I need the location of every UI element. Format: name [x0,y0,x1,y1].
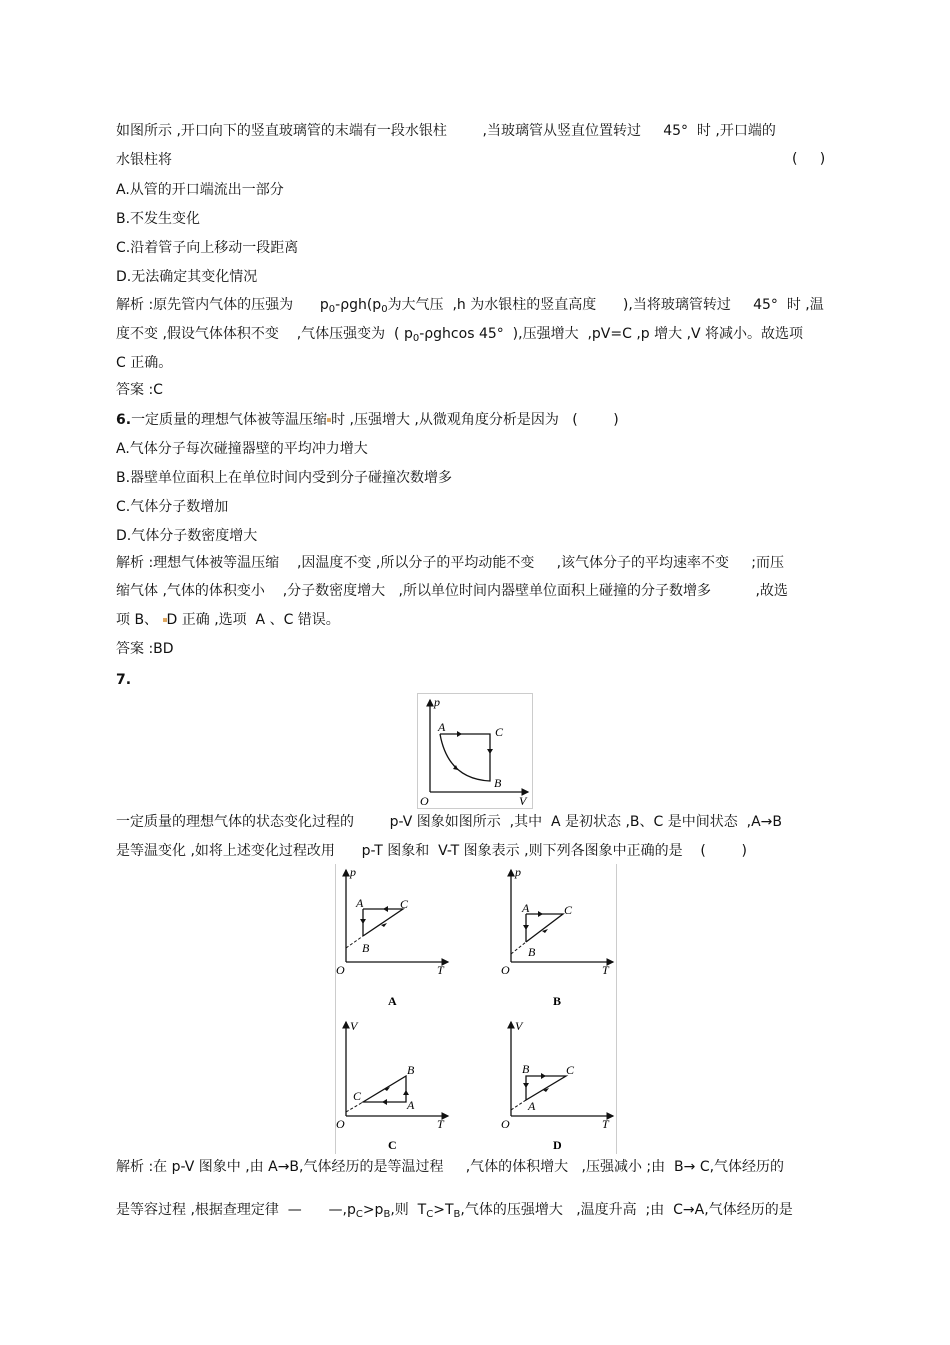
option-c-point-a: A [407,1098,415,1112]
option-c-label: C [388,1138,397,1152]
q6-option-b: B.器壁单位面积上在单位时间内受到分子碰撞次数增多 [116,470,453,486]
pv-graph [417,693,533,809]
option-c-y-label: V [350,1019,358,1033]
q5-stem-line1: 如图所示 ,开口向下的竖直玻璃管的末端有一段水银柱 ,当玻璃管从竖直位置转过 45° 时 ,开口端的 [116,123,776,139]
option-c-point-c: C [353,1089,362,1103]
pv-x-label: V [519,794,527,808]
q7-analysis-line1: 解析 :在 p-V 图象中 ,由 A→B,气体经历的是等温过程 ,气体的体积增大 ,压强减小 ;由 B→ C,气体经历的 [116,1159,785,1175]
q6-answer: 答案 :BD [116,641,174,657]
q6-option-d: D.气体分子数密度增大 [116,528,258,544]
option-b-y-label: p [515,865,521,879]
option-b-x-label: T [602,963,609,977]
option-graphs [335,864,617,1154]
q5-analysis-line1: 解析 :原先管内气体的压强为 $p_0-\rho gh(p_0$为大气压 ,h 为水银柱的竖直高度 ),当将玻璃管转过 45° 时 ,温 [116,297,824,315]
option-d-point-a: A [528,1099,536,1113]
option-b-graph [501,865,613,1008]
q6-analysis-line3: 项 B、 D 正确 ,选项 A 、C 错误。 [116,612,340,628]
q6-option-c: C.气体分子数增加 [116,499,229,515]
option-b-point-b: B [528,945,536,959]
option-a-origin: O [336,963,345,977]
option-c-point-b: B [407,1063,415,1077]
pv-point-a: A [438,720,446,734]
q7-number: 7. [116,672,132,688]
option-d-x-label: T [602,1117,609,1131]
q5-option-c: C.沿着管子向上移动一段距离 [116,240,299,256]
q5-analysis-line3: C 正确。 [116,355,173,371]
q7-analysis-line2: 是等容过程 ,根据查理定律 — $—,p_C>p_B$,则 $T_C>T_B$,气体的压强增大 ,温度升高 ;由 C→A,气体经历的是 [116,1202,793,1220]
option-a-point-c: C [400,897,409,911]
pv-point-b: B [494,776,502,790]
pv-y-label: p [434,695,440,709]
q5-option-d: D.无法确定其变化情况 [116,269,258,285]
pv-origin-label: O [420,794,429,808]
q6-analysis-line1: 解析 :理想气体被等温压缩 ,因温度不变 ,所以分子的平均动能不变 ,该气体分子的平均速率不变 ;而压 [116,555,784,571]
option-d-origin: O [501,1117,510,1131]
q6-option-a: A.气体分子每次碰撞器壁的平均冲力增大 [116,441,368,457]
q5-answer-paren: ( ) [792,151,826,167]
q6-stem: 6.一定质量的理想气体被等温压缩 时 ,压强增大 ,从微观角度分析是因为 ( ) [116,412,619,428]
option-d-graph [501,1019,613,1152]
q5-analysis-line2: 度不变 ,假设气体体积不变 ,气体压强变为 ( $p_0$-ρghcos 45° ),压强增大 ,pV=C ,p 增大 ,V 将减小。故选项 [116,326,804,344]
option-d-label: D [553,1138,562,1152]
option-d-point-c: C [566,1063,575,1077]
q5-option-a: A.从管的开口端流出一部分 [116,182,284,198]
option-a-label: A [388,994,397,1008]
option-a-graph [336,865,448,1008]
q5-stem-line2: 水银柱将 [116,152,172,168]
q7-stem-line2: 是等温变化 ,如将上述变化过程改用 p-T 图象和 V-T 图象表示 ,则下列各图象中正确的是 ( ) [116,843,747,859]
option-b-label: B [553,994,562,1008]
option-a-y-label: p [350,865,356,879]
pv-point-c: C [495,725,504,739]
option-a-point-a: A [356,896,364,910]
option-c-origin: O [336,1117,345,1131]
q7-stem-line1: 一定质量的理想气体的状态变化过程的 p-V 图象如图所示 ,其中 A 是初状态 ,B、C 是中间状态 ,A→B [116,814,783,830]
option-b-origin: O [501,963,510,977]
q5-option-b: B.不发生变化 [116,211,201,227]
option-b-point-a: A [522,901,530,915]
option-c-x-label: T [437,1117,444,1131]
option-c-graph [336,1019,448,1152]
option-b-point-c: C [564,903,573,917]
option-d-y-label: V [515,1019,523,1033]
option-a-point-b: B [362,941,370,955]
q6-analysis-line2: 缩气体 ,气体的体积变小 ,分子数密度增大 ,所以单位时间内器壁单位面积上碰撞的分子数增多 ,故选 [116,583,788,599]
option-a-x-label: T [437,963,444,977]
option-d-point-b: B [522,1062,530,1076]
q5-answer: 答案 :C [116,382,163,398]
